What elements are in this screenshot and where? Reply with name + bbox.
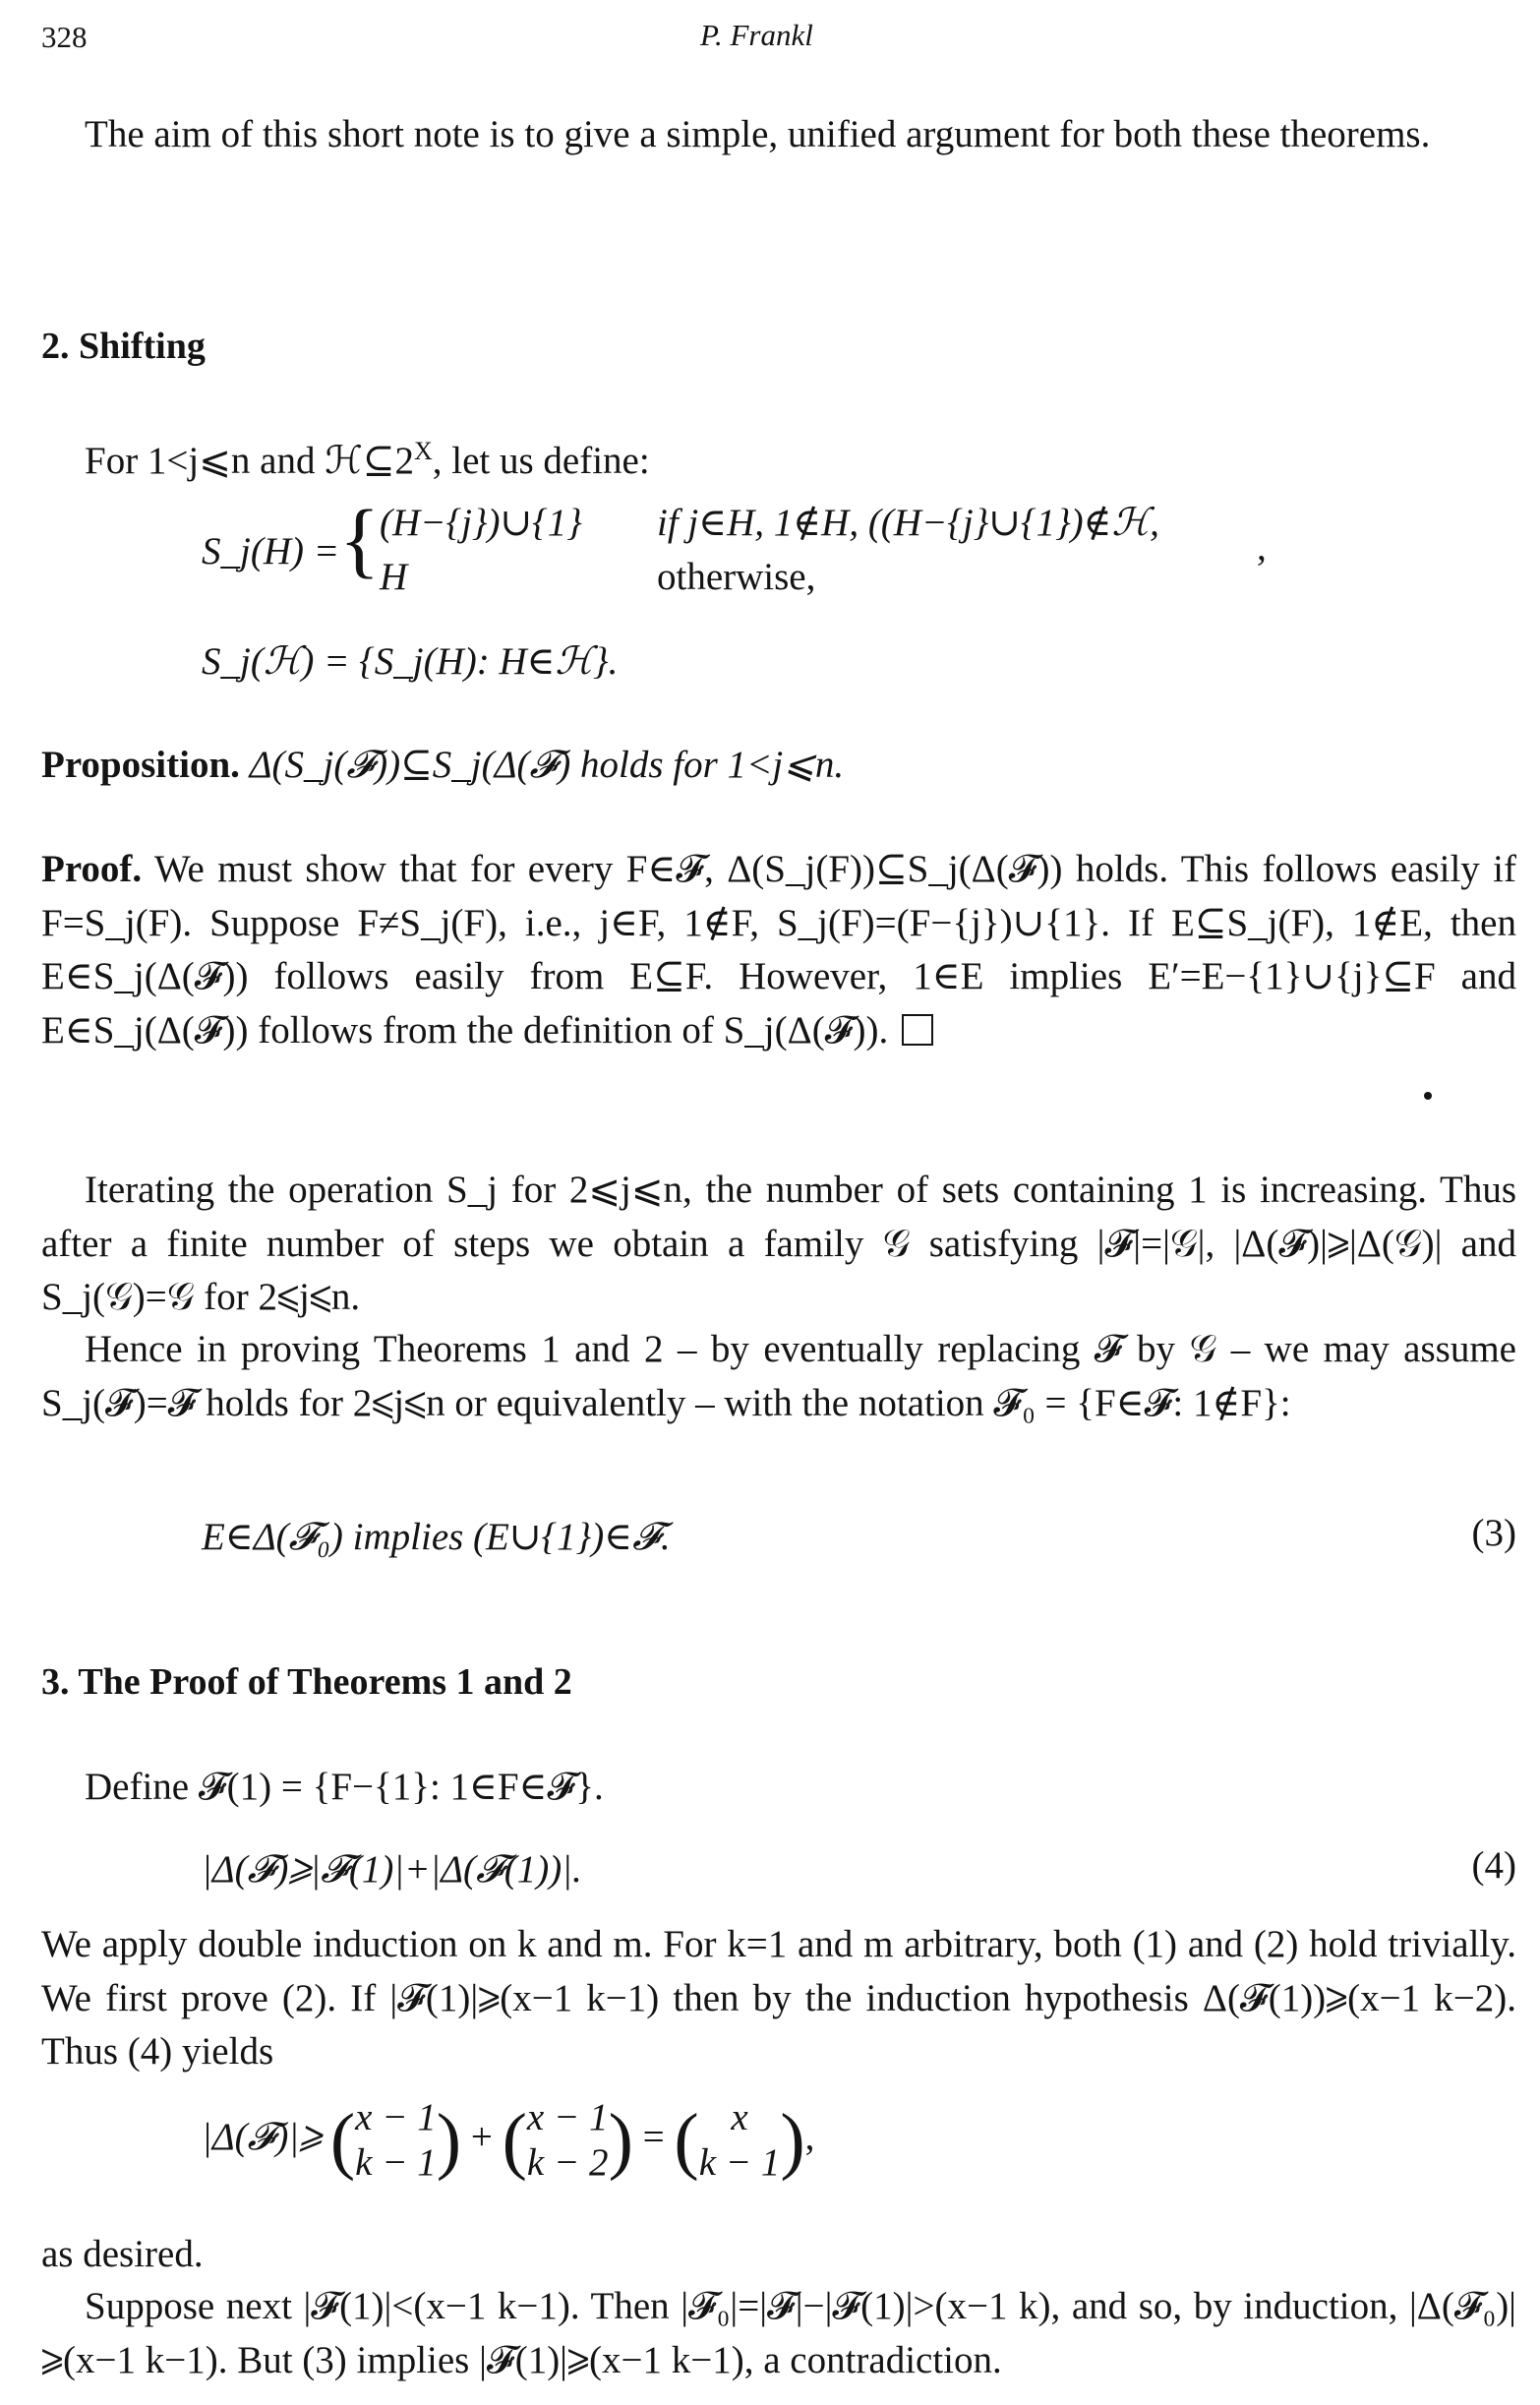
equation-4-number: (4): [1471, 1844, 1516, 1887]
case2-expression: H: [380, 556, 408, 598]
equation-4: |Δ(𝓕)⩾|𝓕(1)|+|Δ(𝓕(1))|.: [202, 1848, 582, 1891]
proposition: Proposition. Δ(S_j(𝓕))⊆S_j(Δ(𝓕) holds for 1<j⩽n.: [41, 744, 845, 786]
equation-3-number: (3): [1471, 1512, 1516, 1554]
equation-3: E∈Δ(𝓕₀) implies (E∪{1})∈𝓕.: [202, 1516, 671, 1558]
binomial-display: |Δ(𝓕)|⩾ (x − 1 k − 1) + (x − 1 k − 2) = ( x k − 1),: [202, 2096, 815, 2184]
binomial-1: x − 1 k − 1: [355, 2096, 437, 2184]
hence-paragraph: Hence in proving Theorems 1 and 2 – by eventually replacing 𝓕 by 𝒢 – we may assume S_j(𝓕)=𝓕 holds for 2⩽j⩽n or equivalently – with the notation 𝓕₀ = {F∈𝓕: 1∉F}:: [41, 1328, 1516, 1424]
induction-paragraph: We apply double induction on k and m. For k=1 and m arbitrary, both (1) and (2) hold trivially. We first prove (2). If |𝓕(1)|⩾(x−1 k−1) then by the induction hypothesis Δ(𝓕(1))⩾(x−1 k−2). Thus (4) yields: [41, 1923, 1516, 2073]
suppose-paragraph: Suppose next |𝓕(1)|<(x−1 k−1). Then |𝓕₀|=|𝓕|−|𝓕(1)|>(x−1 k), and so, by induction, |Δ(𝓕₀)|⩾(x−1 k−1). But (3) implies |𝓕(1)|⩾(x−1 k−1), a contradiction.: [41, 2285, 1516, 2381]
define-line: Define 𝓕(1) = {F−{1}: 1∈F∈𝓕}.: [85, 1766, 604, 1808]
section-heading-proof: 3. The Proof of Theorems 1 and 2: [41, 1661, 572, 1703]
shift-def-lhs: S_j(H) =: [202, 530, 340, 572]
qed-box-icon: [902, 1014, 933, 1046]
proof-paragraph: Proof. We must show that for every F∈𝓕, Δ(S_j(F))⊆S_j(Δ(𝓕)) holds. This follows easily if F=S_j(F). Suppose F≠S_j(F), i.e., j∈F, 1∉F, S_j(F)=(F−{j})∪{1}. If E⊆S_j(F), 1∉E, then E∈S_j(Δ(𝓕)) follows easily from E⊆F. However, 1∈E implies E′=E−{1}∪{j}⊆F and E∈S_j(Δ(𝓕)) follows from the definition of S_j(Δ(𝓕)).: [41, 848, 1516, 1052]
case2-condition: otherwise,: [657, 556, 816, 598]
stray-dot: [1424, 1092, 1432, 1100]
family-shift-definition: S_j(ℋ) = {S_j(H): H∈ℋ}.: [202, 640, 619, 683]
binomial-2: x − 1 k − 2: [526, 2096, 609, 2184]
case1-expression: (H−{j})∪{1}: [380, 502, 582, 544]
as-desired: as desired.: [41, 2233, 204, 2275]
running-head: P. Frankl: [700, 18, 813, 52]
binomial-3: x k − 1: [698, 2096, 781, 2184]
cases-comma: ,: [1257, 526, 1267, 569]
intro-paragraph: The aim of this short note is to give a simple, unified argument for both these theorems.: [85, 113, 1431, 155]
cases-brace: {: [339, 492, 381, 586]
shifting-intro-line: For 1<j⩽n and $ℋ⊆2^X$, let us define:: [85, 437, 650, 482]
page-number: 328: [41, 20, 88, 54]
iterating-paragraph: Iterating the operation S_j for 2⩽j⩽n, the number of sets containing 1 is increasing. Thus after a finite number of steps we obtain a family 𝒢 satisfying |𝓕|=|𝒢|, |Δ(𝓕)|⩾|Δ(𝒢)| and S_j(𝒢)=𝒢 for 2⩽j⩽n.: [41, 1169, 1516, 1318]
case1-condition: if j∈H, 1∉H, ((H−{j}∪{1})∉ℋ,: [657, 502, 1159, 544]
section-heading-shifting: 2. Shifting: [41, 326, 206, 367]
